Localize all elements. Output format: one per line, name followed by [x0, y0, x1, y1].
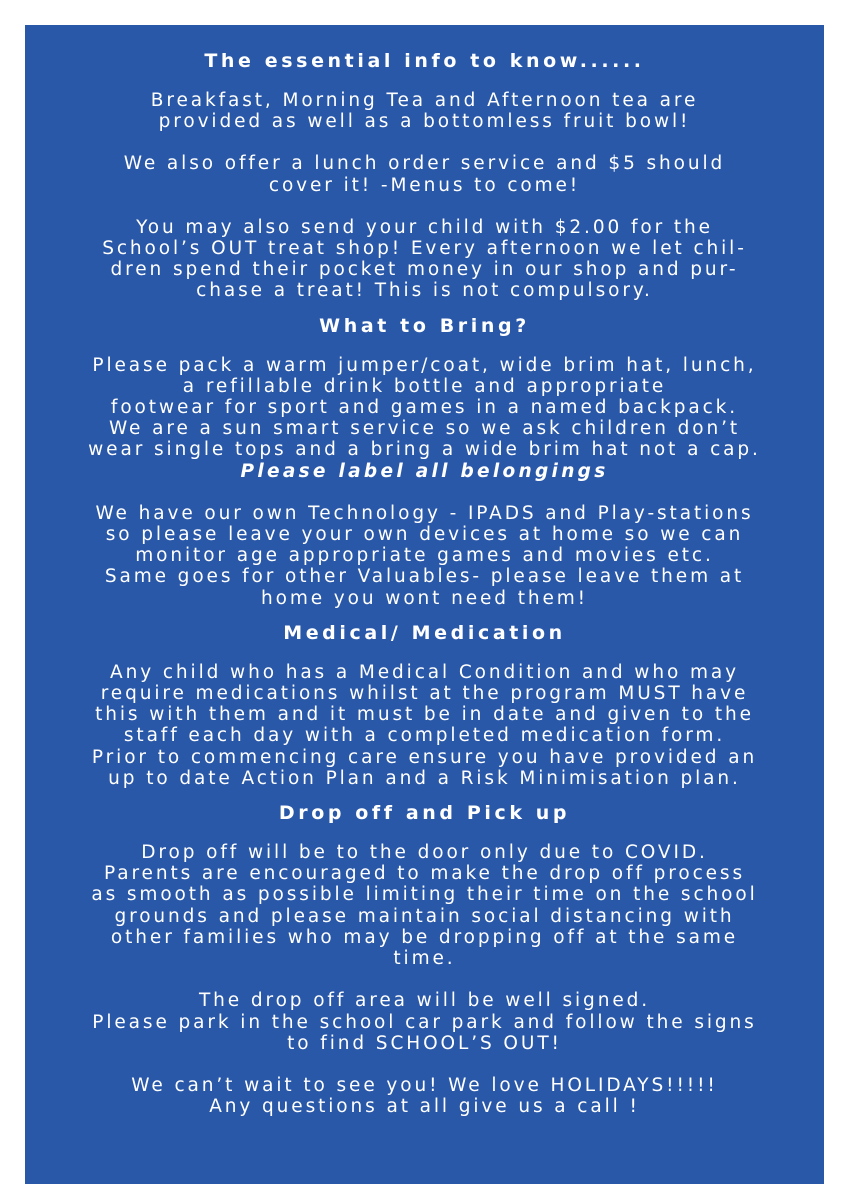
text-line: dren spend their pocket money in our shop and pur- — [110, 259, 739, 281]
paragraph-lunch-order — [25, 153, 824, 195]
text-line: provided as well as a bottomless fruit bowl! — [158, 111, 691, 133]
info-panel — [25, 25, 824, 1184]
heading-essential-info: The essential info to know...... — [204, 50, 645, 72]
heading-drop-off: Drop off and Pick up — [278, 802, 571, 825]
paragraph-pack-list — [25, 355, 824, 482]
paragraph-medical — [25, 662, 824, 789]
text-line: We also offer a lunch order service and $5 should — [123, 153, 726, 175]
text-line: staff each day with a completed medication form. — [123, 725, 726, 747]
text-line: home you wont need them! — [260, 587, 589, 609]
text-line: this with them and it must be in date and given to the — [95, 704, 754, 726]
text-line: time. — [393, 948, 456, 970]
text-line: up to date Action Plan and a Risk Minimisation plan. — [108, 767, 741, 789]
text-line: require medications whilst at the program MUST have — [100, 683, 749, 705]
text-line: You may also send your child with $2.00 for the — [136, 216, 713, 238]
text-line: wear single tops and a bring a wide brim hat not a cap. — [88, 439, 761, 461]
text-line: Same goes for other Valuables- please leave them at — [104, 566, 745, 588]
paragraph-technology — [25, 503, 824, 609]
paragraph-treat-shop — [25, 217, 824, 302]
text-line: We have our own Technology - IPADS and Play-stations — [95, 502, 754, 524]
paragraph-closing — [25, 1075, 824, 1117]
text-line: footwear for sport and games in a named backpack. — [110, 397, 739, 419]
text-line: grounds and please maintain social distancing with — [114, 905, 735, 927]
text-line: a refillable drink bottle and appropriate — [182, 375, 667, 397]
text-line: chase a treat! This is not compulsory. — [196, 280, 653, 302]
text-line: We are a sun smart service so we ask children don’t — [108, 418, 741, 440]
text-line: Parents are encouraged to make the drop off process — [103, 863, 746, 885]
heading-what-to-bring: What to Bring? — [319, 314, 530, 337]
text-line: We can’t wait to see you! We love HOLIDAYS!!!!! — [131, 1074, 718, 1096]
text-line: Any questions at all give us a call ! — [209, 1096, 640, 1118]
paragraph-covid-dropoff — [25, 842, 824, 969]
text-line: Please park in the school car park and follow the signs — [92, 1011, 757, 1033]
paragraph-parking — [25, 990, 824, 1054]
text-line: Prior to commencing care ensure you have provided an — [91, 746, 758, 768]
label-belongings-note: Please label all belongings — [240, 460, 609, 482]
text-line: to find SCHOOL’S OUT! — [287, 1032, 562, 1054]
text-line: The drop off area will be well signed. — [198, 990, 651, 1012]
text-line: Any child who has a Medical Condition and who may — [110, 661, 739, 683]
heading-medical: Medical/ Medication — [283, 621, 566, 644]
text-line: School’s OUT treat shop! Every afternoon we let chil- — [102, 238, 747, 260]
text-line: Please pack a warm jumper/coat, wide brim hat, lunch, — [92, 354, 757, 376]
text-line: other families who may be dropping off at the same — [110, 926, 739, 948]
text-line: cover it! -Menus to come! — [268, 174, 581, 196]
text-line: as smooth as possible limiting their time on the school — [91, 884, 758, 906]
text-line: monitor age appropriate games and movies etc. — [135, 545, 714, 567]
text-line: Breakfast, Morning Tea and Afternoon tea are — [150, 90, 699, 111]
text-line: Drop off will be to the door only due to COVID. — [141, 842, 708, 864]
paragraph-meals — [25, 90, 824, 132]
text-line: so please leave your own devices at home so we can — [105, 524, 744, 546]
